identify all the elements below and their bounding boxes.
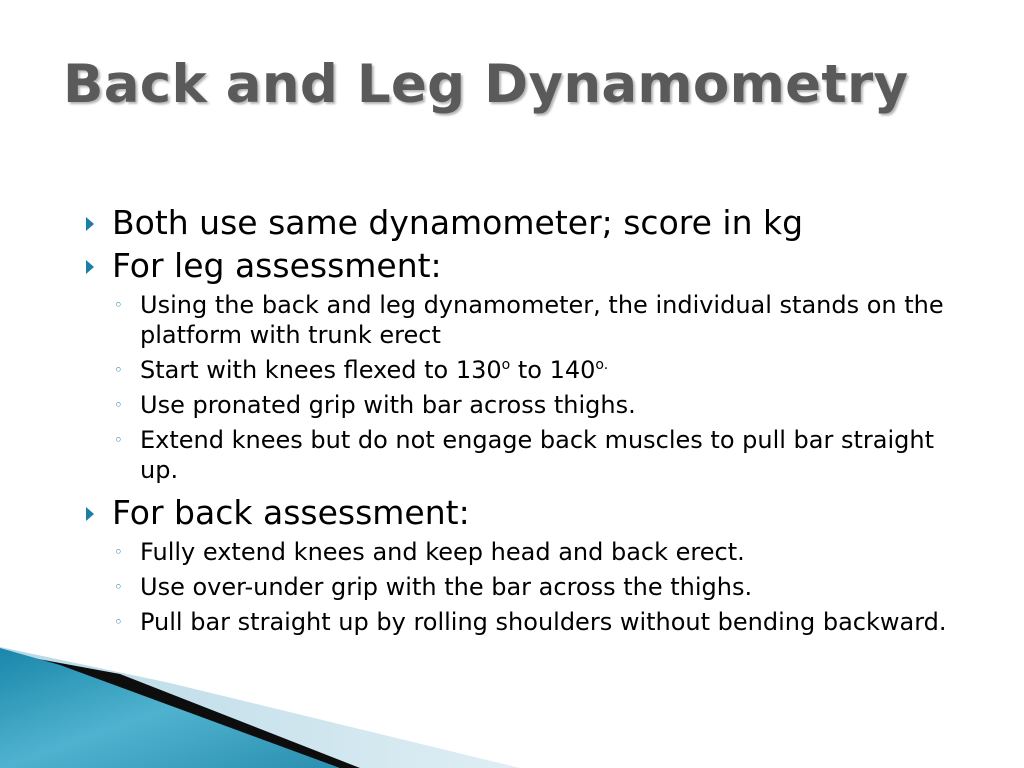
circle-outline-icon: ◦	[114, 296, 123, 314]
circle-outline-icon: ◦	[114, 543, 123, 561]
circle-outline-icon: ◦	[114, 396, 123, 414]
swoosh-blue-band	[0, 648, 340, 768]
sub-bullet-text: Use pronated grip with bar across thighs.	[140, 391, 636, 419]
circle-outline-icon: ◦	[114, 361, 123, 379]
circle-outline-icon: ◦	[114, 431, 123, 449]
bullet-text: For leg assessment:	[112, 246, 442, 285]
sub-bullet-text: Start with knees flexed to 130$^o$ to $140^{o.}$	[140, 356, 609, 384]
bullet-text: For back assessment:	[112, 493, 470, 532]
bullet-text: Both use same dynamometer; score in kg	[112, 203, 804, 242]
sub-bullet-text: Using the back and leg dynamometer, the individual stands on the platform with trunk erect	[140, 291, 944, 349]
circle-outline-icon: ◦	[114, 613, 123, 631]
degree-superscript: o	[501, 357, 511, 373]
slide-title: Back and Leg Dynamometry	[63, 54, 909, 115]
sub-bullet-text: Extend knees but do not engage back muscles to pull bar straight up.	[140, 426, 935, 484]
degree-superscript: o.	[595, 357, 609, 373]
sub-bullet-text: Pull bar straight up by rolling shoulders without bending backward.	[140, 608, 947, 636]
sub-bullet-text: Fully extend knees and keep head and back erect.	[140, 538, 745, 566]
sub-bullet-text: Use over-under grip with the bar across the thighs.	[140, 573, 753, 601]
circle-outline-icon: ◦	[114, 578, 123, 596]
